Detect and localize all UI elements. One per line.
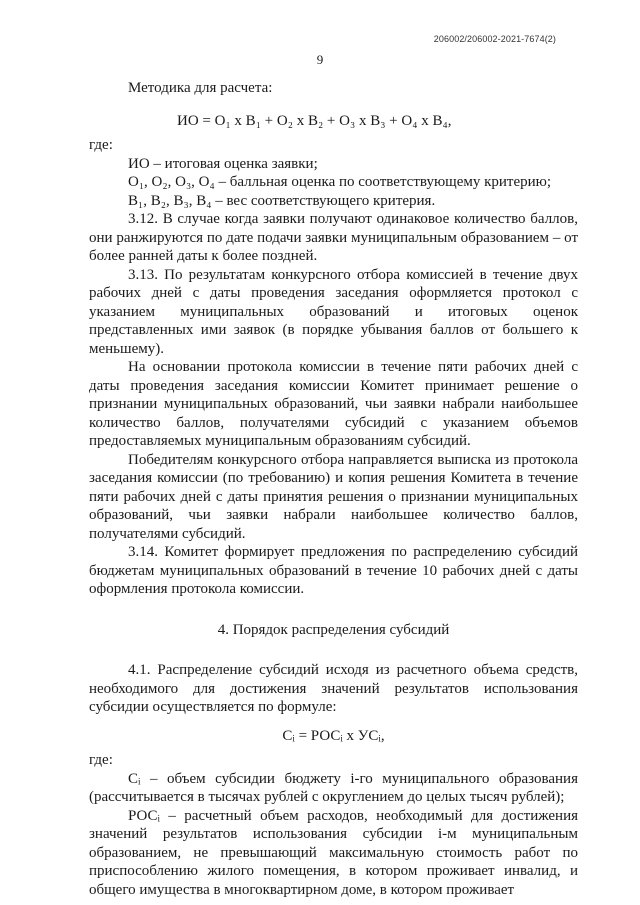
paragraph-4-1: 4.1. Распределение субсидий исходя из расчетного объема средств, необходимого для достижения значений результатов использования субсидии осуществляется по формуле: — [89, 662, 578, 715]
paragraph-winners: Победителям конкурсного отбора направляется выписка из протокола заседания комиссии (по требованию) и копия решения Комитета в течение пяти рабочих дней с даты принятия решения о признании муниципальных образований, чьи заявки набрали наибольшее количество баллов, получателями субсидий. — [89, 451, 578, 542]
definition-io: ИО – итоговая оценка заявки; — [128, 155, 318, 172]
paragraph-protocol-basis: На основании протокола комиссии в течение пяти рабочих дней с даты проведения заседания комиссии Комитет принимает решение о признании муниципальных образований, чьи заявки набрали наибольшее количество баллов, получателями субсидий с указанием объемов предоставляемых муниципальным образованиям субсидий. — [89, 359, 578, 449]
section-4-heading: 4. Порядок распределения субсидий — [217, 621, 450, 638]
paragraph-3-13: 3.13. По результатам конкурсного отбора комиссией в течение двух рабочих дней с даты проведения заседания оформляется протокол с указанием муниципальных образований и итоговых оценок представленных ими заявок (в порядке убывания баллов от большего к меньшему). — [89, 266, 578, 357]
page-content — [89, 79, 578, 899]
definition-o: О₁, О₂, О₃, О₄ – балльная оценка по соответствующему критерию; — [128, 174, 552, 190]
formula-subsidy: Cᵢ = РОСᵢ х УСᵢ, — [282, 727, 385, 744]
page-number: 9 — [316, 52, 324, 67]
definition-rosi: РОСᵢ – расчетный объем расходов, необходимый для достижения значений результатов использования субсидии i-м муниципальным образованием, не превышающий максимальную стоимость работ по приспособлению жилого помещения, в котором проживает инвалид, и общего имущества в многоквартирном доме, в котором проживает — [89, 807, 578, 898]
paragraph-3-12: 3.12. В случае когда заявки получают одинаковое количество баллов, они ранжируются по дате подачи заявки муниципальным образованием – от более ранней даты к более поздней. — [89, 211, 578, 264]
where-label: где: — [89, 137, 113, 153]
document-id: 206002/206002-2021-7674(2) — [433, 34, 556, 44]
formula-final-score: ИО = О₁ х В₁ + О₂ х В₂ + О₃ х В₃ + О₄ х В₄, — [177, 112, 452, 129]
where-label-2: где: — [89, 752, 113, 768]
paragraph-3-14: 3.14. Комитет формирует предложения по распределению субсидий бюджетам муниципальных образований в течение 10 рабочих дней с даты оформления протокола комиссии. — [89, 544, 578, 597]
definition-ci: Cᵢ – объем субсидии бюджету i-го муниципального образования (рассчитывается в тысячах рублей с округлением до целых тысяч рублей); — [89, 770, 578, 805]
definition-b: В₁, В₂, В₃, В₄ – вес соответствующего критерия. — [128, 192, 436, 209]
methodology-title: Методика для расчета: — [128, 80, 273, 96]
